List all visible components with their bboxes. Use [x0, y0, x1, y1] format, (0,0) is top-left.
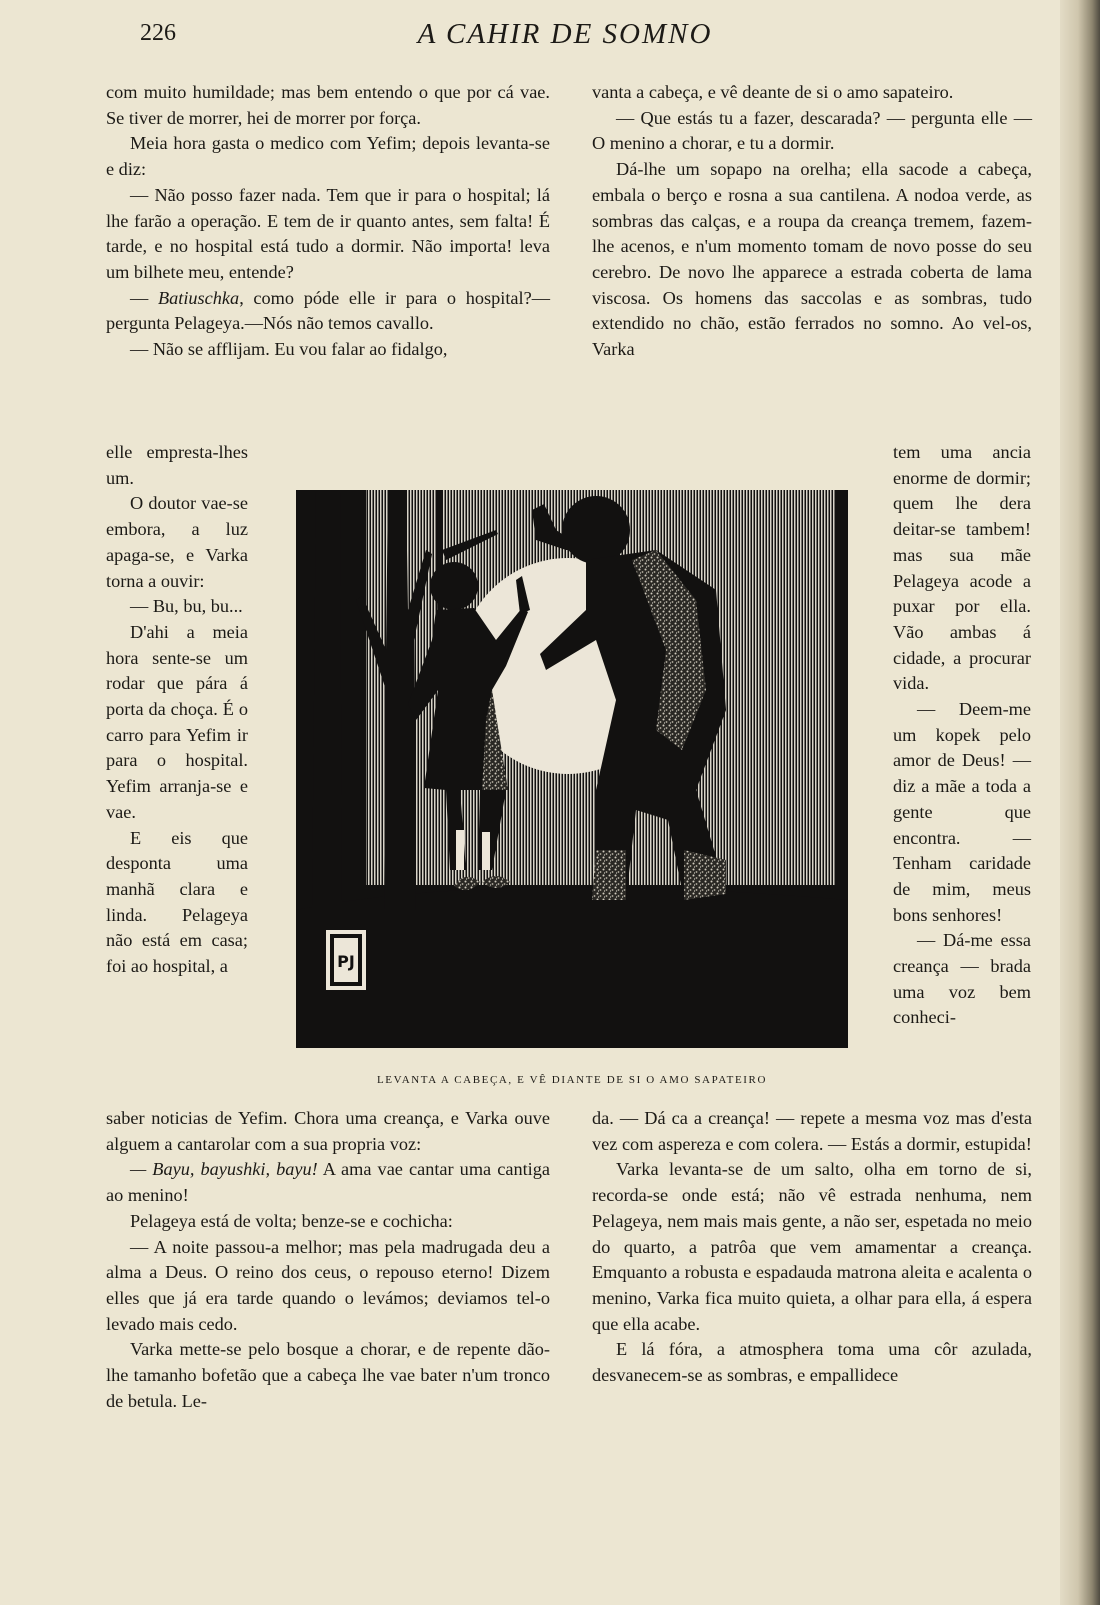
paragraph: — A noite passou-a melhor; mas pela madrugada deu a alma a Deus. O reino dos ceus, o repouso eterno! Dizem elles que já era tarde quando o levámos; deviamos tel-o levado mais cedo. [106, 1236, 550, 1334]
page-number: 226 [140, 20, 176, 46]
right-column-narrow [893, 440, 1031, 1031]
text-run: A ama vae cantar uma cantiga ao menino! [106, 1159, 550, 1206]
paragraph: Pelageya está de volta; benze-se e cochicha: [130, 1210, 453, 1231]
paragraph: — Dá-me essa creança — brada uma voz bem conheci- [893, 930, 1031, 1028]
paragraph: vanta a cabeça, e vê deante de si o amo sapateiro. [592, 82, 954, 102]
paragraph [106, 286, 550, 337]
page-header [0, 18, 1100, 58]
paragraph: — Deem-me um kopek pelo amor de Deus! — diz a mãe a toda a gente que encontra. — Tenham caridade de mim, meus bons senhores! [893, 699, 1031, 925]
text-run: , como póde elle ir para o hospital?—pergunta Pelageya.—Nós não temos cavallo. [106, 287, 550, 334]
paragraph: tem uma ancia enorme de dormir; quem lhe dera deitar-se tambem! mas sua mãe Pelageya acode a puxar por ella. Vão ambas á cidade, a procurar vida. [893, 442, 1031, 694]
page-edge-shadow [1060, 0, 1100, 1605]
paragraph: saber noticias de Yefim. Chora uma creança, e Varka ouve alguem a cantarolar com a sua propria voz: [106, 1108, 550, 1154]
paragraph: com muito humildade; mas bem entendo o que por cá vae. Se tiver de morrer, hei de morrer por força. [106, 82, 550, 128]
paragraph: E lá fóra, a atmosphera toma uma côr azulada, desvanecem-se as sombras, e empallidece [592, 1339, 1032, 1386]
left-column-bottom [106, 1106, 550, 1414]
paragraph: Meia hora gasta o medico com Yefim; depois levanta-se e diz: [106, 133, 550, 180]
monogram-text: PJ [337, 952, 355, 971]
italic-lead: — Bayu, bayushki, bayu! [130, 1159, 318, 1180]
right-column-bottom [592, 1106, 1032, 1389]
paragraph: Varka mette-se pelo bosque a chorar, e de repente dão-lhe tamanho bofetão que a cabeça lhe vae bater n'um tronco de betula. Le- [106, 1339, 550, 1411]
left-column-narrow [106, 440, 248, 980]
paragraph: elle empresta-lhes um. [106, 442, 248, 488]
paragraph: D'ahi a meia hora sente-se um rodar que pára á porta da choça. É o carro para Yefim ir para o hospital. Yefim arranja-se e vae. [106, 621, 248, 822]
paragraph: Varka levanta-se de um salto, olha em torno de si, recorda-se onde está; não vê estrada nenhuma, nem Pelageya, nem mais mais gente, a não ser, espetada no meio do quarto, a patrôa que vem amamentar a creança. Emquanto a robusta e espadauda matrona aleita e acalenta o menino, Varka fica muito quieta, a olhar para ella, á espera que ella acabe. [592, 1159, 1032, 1334]
running-title: A CAHIR DE SOMNO [417, 18, 713, 50]
paragraph: da. — Dá ca a creança! — repete a mesma voz mas d'esta vez com aspereza e com colera. — Estás a dormir, estupida! [592, 1108, 1032, 1154]
paragraph: E eis que desponta uma manhã clara e linda. Pelageya não está em casa; foi ao hospital, a [106, 827, 248, 977]
paragraph: — Bu, bu, bu... [130, 596, 243, 617]
paragraph: O doutor vae-se embora, a luz apaga-se, e Varka torna a ouvir: [106, 493, 248, 591]
text-run: — [130, 287, 158, 308]
paragraph: — Não posso fazer nada. Tem que ir para o hospital; lá lhe farão a operação. E tem de ir quanto antes, sem falta! É tarde, e no hospital está tudo a dormir. Não importa! leva um bilhete meu, entende? [106, 184, 550, 282]
paragraph: — Não se afflijam. Eu vou falar ao fidalgo, [130, 339, 448, 360]
left-column-top [106, 80, 550, 363]
silhouette-illustration [296, 490, 848, 1048]
illustration-caption: LEVANTA A CABEÇA, E VÊ DIANTE DE SI O AMO SAPATEIRO [376, 1074, 768, 1086]
paragraph [106, 1157, 550, 1208]
right-column-top [592, 80, 1032, 363]
paragraph: — Que estás tu a fazer, descarada? — pergunta elle — O menino a chorar, e tu a dormir. [592, 107, 1032, 154]
paragraph: Dá-lhe um sopapo na orelha; ella sacode a cabeça, embala o berço e rosna a sua cantilena. A nodoa verde, as sombras das calças, e a roupa da creança tremem, fazem-lhe acenos, e n'um momento tomam de novo posse do seu cerebro. De novo lhe apparece a estrada coberta de lama viscosa. Os homens das saccolas e as sombras, tudo extendido no chão, estão ferrados no somno. Ao vel-os, Varka [592, 159, 1032, 360]
italic-word: Batiuschka [157, 287, 240, 308]
